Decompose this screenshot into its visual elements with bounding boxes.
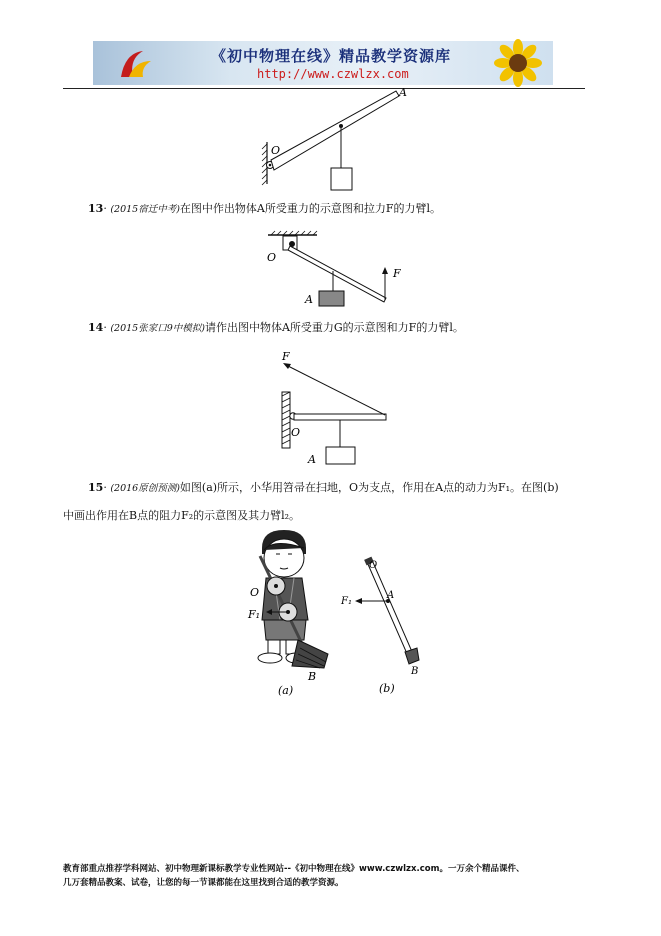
caption-b: (b) xyxy=(379,682,395,695)
footer xyxy=(63,862,603,890)
banner-title: 《初中物理在线》精品教学资源库 xyxy=(211,47,452,65)
footer-line-2: 几万套精品教案、试卷，让您的每一节课都能在这里找到合适的教学资源。 xyxy=(63,878,344,888)
label-b: B xyxy=(411,666,419,677)
figure-q13 xyxy=(262,228,417,312)
sunflower-icon xyxy=(473,41,553,85)
question-14: 14· (2015张家口9中模拟)请作出图中物体A所受重力G的示意图和力F的力臂l。 xyxy=(88,321,464,334)
question-source: (2015张家口9中模拟) xyxy=(110,323,205,334)
label-f1: F₁ xyxy=(248,608,261,621)
question-text: 请作出图中物体A所受重力G的示意图和力F的力臂l。 xyxy=(204,321,464,334)
label-o: O xyxy=(291,426,301,439)
label-a: A xyxy=(399,86,407,99)
question-13: 13· (2015宿迁中考)在图中作出物体A所受重力的示意图和拉力F的力臂l。 xyxy=(88,202,441,215)
label-a: A xyxy=(305,293,313,306)
question-15-line2: 中画出作用在B点的阻力F₂的示意图及其力臂l₂。 xyxy=(63,509,301,522)
label-o: O xyxy=(250,586,260,599)
figure-lever-top xyxy=(255,86,425,196)
question-number: 13 xyxy=(88,202,104,215)
label-f1: F₁ xyxy=(341,596,352,607)
label-b: B xyxy=(308,670,317,683)
figure-q15-a xyxy=(240,528,340,698)
label-o: O xyxy=(267,251,277,264)
label-f: F xyxy=(393,267,401,280)
header-banner xyxy=(93,41,553,85)
figure-q15-b xyxy=(335,556,419,698)
figure-q14 xyxy=(270,348,400,470)
question-number: 15 xyxy=(88,481,104,494)
question-text-line1: 如图(a)所示，小华用笤帚在扫地，O为支点，作用在A点的动力为F₁。在图(b) xyxy=(179,481,559,494)
question-number: 14 xyxy=(88,321,104,334)
label-a: A xyxy=(308,453,316,466)
question-source: (2015宿迁中考) xyxy=(110,204,180,215)
label-o: O xyxy=(369,560,378,571)
label-f: F xyxy=(282,350,290,363)
question-15: 15· (2016原创预测)如图(a)所示，小华用笤帚在扫地，O为支点，作用在A点的动力为F₁。在图(b) xyxy=(88,481,559,494)
banner-url: http://www.czwlzx.com xyxy=(257,67,409,81)
label-o: O xyxy=(271,144,281,157)
site-logo-icon xyxy=(115,47,155,81)
question-source: (2016原创预测) xyxy=(110,483,180,494)
footer-line-1: 教育部重点推荐学科网站、初中物理新课标教学专业性网站--《初中物理在线》www.czwlzx.com。一万余个精品课件、 xyxy=(63,864,525,874)
caption-a: (a) xyxy=(278,684,294,697)
label-a: A xyxy=(387,590,395,601)
question-text: 在图中作出物体A所受重力的示意图和拉力F的力臂l。 xyxy=(179,202,441,215)
